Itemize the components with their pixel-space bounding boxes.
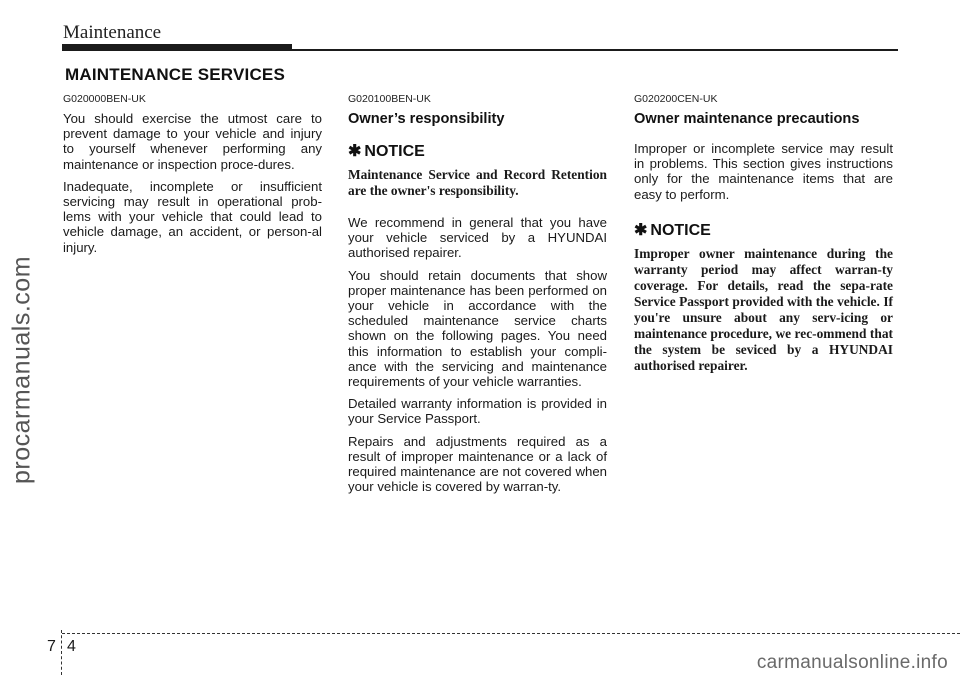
footer-vertical-rule [61, 630, 62, 675]
column-owner-precautions [634, 93, 893, 390]
section-code: G020100BEN-UK [348, 93, 431, 105]
section-code: G020200CEN-UK [634, 93, 718, 105]
paragraph: Improper or incomplete service may result in problems. This section gives instructions only for the maintenance items that are easy to perform. [634, 141, 893, 202]
notice-text: Maintenance Service and Record Retention are the owner's responsibility. [348, 167, 607, 198]
paragraph: Inadequate, incomplete or insufficient servicing may result in operational prob-lems with your vehicle that could lead to vehicle damage, an accident, or person-al injury. [63, 178, 322, 255]
page-number: 4 [67, 638, 76, 655]
paragraph: You should retain documents that show proper maintenance has been performed on your vehicle in accordance with the scheduled maintenance service charts shown on the following pages. You need this information to establish your compli-ance with the servicing and maintenance requirements of your vehicle warranties. [348, 267, 607, 390]
notice-label: NOTICE [364, 143, 425, 160]
footer-horizontal-rule [62, 633, 960, 634]
section-title: MAINTENANCE SERVICES [65, 65, 285, 84]
section-code: G020000BEN-UK [63, 93, 146, 105]
notice-star-icon: ✱ [634, 221, 648, 239]
notice-label: NOTICE [650, 221, 711, 239]
chapter-number: 7 [47, 638, 56, 655]
chapter-title: Maintenance [63, 22, 162, 43]
paragraph: You should exercise the utmost care to prevent damage to your vehicle and injury to yourself whenever performing any maintenance or inspection proce-dures. [63, 111, 322, 172]
header-rule [292, 49, 898, 51]
notice-star-icon: ✱ [348, 143, 362, 160]
paragraph: We recommend in general that you have your vehicle serviced by a HYUNDAI authorised repairer. [348, 215, 607, 261]
header-bar [62, 44, 292, 51]
subsection-title: Owner’s responsibility [348, 111, 505, 127]
notice-heading [634, 220, 893, 240]
paragraph: Repairs and adjustments required as a result of improper maintenance or a lack of required maintenance are not covered when your vehicle is covered by warran-ty. [348, 433, 607, 495]
paragraph: Detailed warranty information is provided in your Service Passport. [348, 396, 607, 427]
column-general [63, 93, 322, 262]
notice-heading [348, 141, 607, 161]
bottom-watermark: carmanualsonline.info [756, 652, 948, 673]
notice-text: Improper owner maintenance during the warranty period may affect warran-ty coverage. For details, read the sepa-rate Service Passport provided with the vehicle. If you're unsure about any serv-icing or maintenance procedure, we rec-ommend that the system be seviced by a HYUNDAI authorised repairer. [634, 245, 893, 373]
side-watermark: procarmanuals.com [7, 255, 36, 485]
column-owner-responsibility [348, 93, 607, 501]
subsection-title: Owner maintenance precautions [634, 111, 860, 127]
